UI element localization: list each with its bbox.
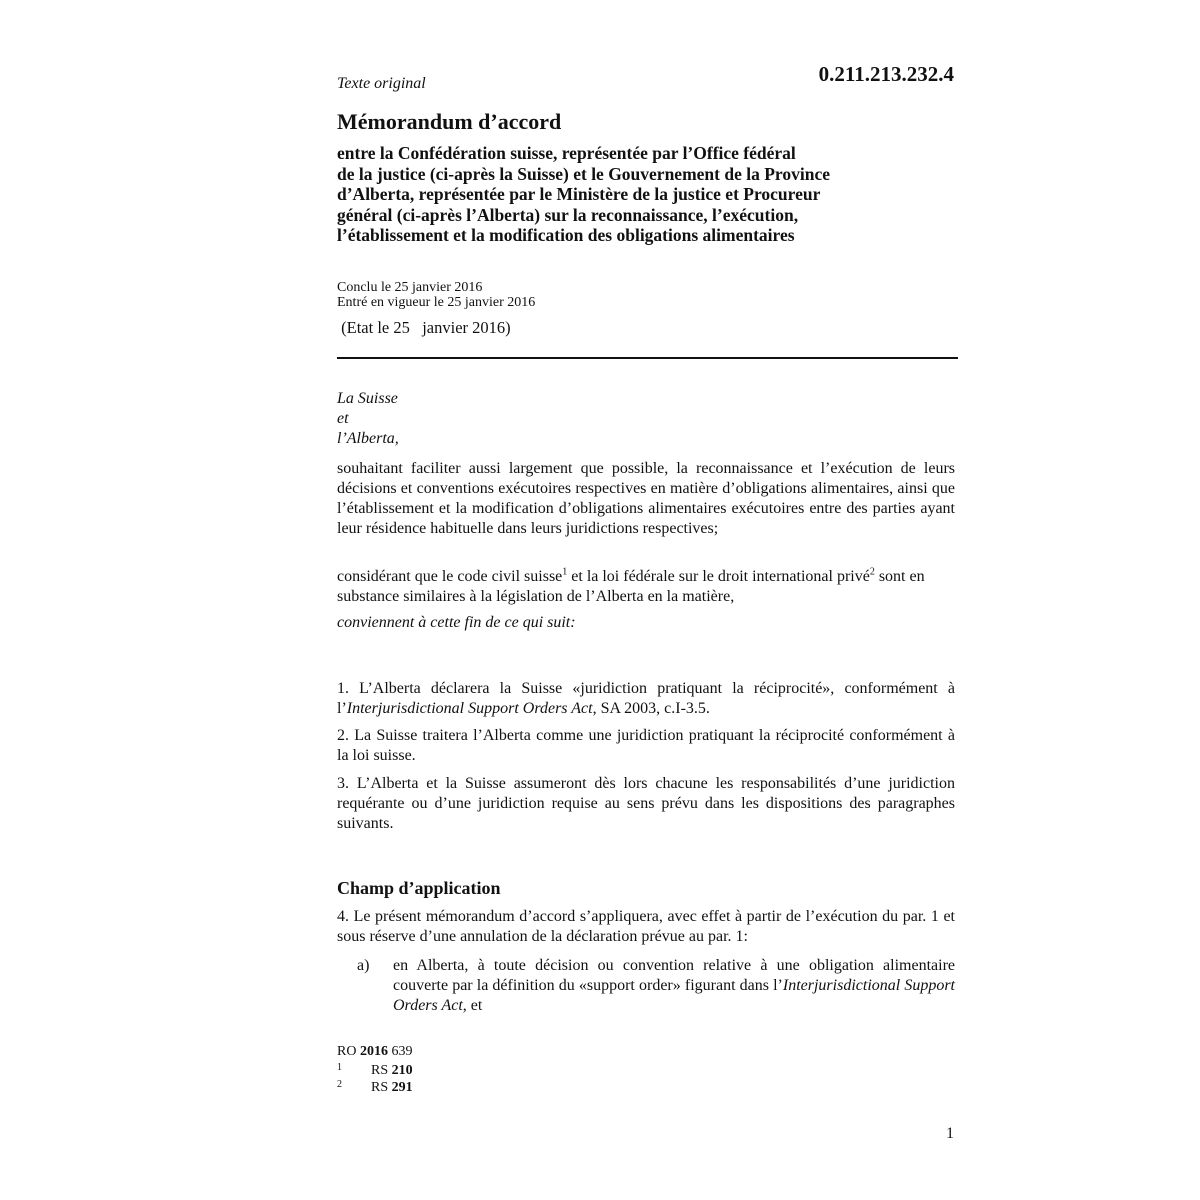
document-title: Mémorandum d’accord — [337, 109, 562, 134]
article-2: 2. La Suisse traitera l’Alberta comme une juridiction pratiquant la réciprocité conformément à la loi suisse. — [337, 727, 955, 764]
parties-block — [337, 389, 955, 449]
page-number: 1 — [946, 1125, 954, 1142]
section-heading: Champ d’application — [337, 878, 501, 898]
status-date: (Etat le 25 janvier 2016) — [337, 318, 511, 337]
preamble-paragraph-3: conviennent à cette fin de ce qui suit: — [337, 614, 576, 631]
ro-year: 2016 — [359, 1044, 388, 1059]
party-line: l’Alberta, — [337, 430, 399, 447]
item-text: , et — [462, 997, 483, 1014]
list-item-text — [393, 956, 955, 1016]
sr-number: 0.211.213.232.4 — [818, 62, 954, 86]
subtitle-line: l’établissement et la modification des obligations alimentaires — [337, 225, 795, 245]
entry-into-force-date: Entré en vigueur le 25 janvier 2016 — [337, 295, 536, 310]
list-item-label: a) — [357, 957, 370, 974]
preamble-paragraph-1: souhaitant faciliter aussi largement que possible, la reconnaissance et l’exécution de leurs décisions et conventions exécutoires respectives en matière d’obligations alimentaires, ainsi que l’établissement et la modification d’obligations alimentaires exécutoires entre des parties ayant leur résidence habituelle dans leurs juridictions respectives; — [337, 460, 955, 537]
item-text: en Alberta, à toute décision ou convention relative à une obligation alimentaire couverte par la définition du «support order» figurant dans l’ — [393, 957, 955, 994]
conclusion-date: Conclu le 25 janvier 2016 — [337, 280, 483, 295]
preamble-text: considérant que le code civil suisse — [337, 568, 563, 585]
dates-block — [337, 280, 955, 310]
article-1 — [337, 679, 955, 719]
subtitle-line: de la justice (ci-après la Suisse) et le Gouvernement de la Province — [337, 163, 830, 184]
footnote-prefix: RS — [371, 1063, 392, 1078]
preamble-paragraph-2 — [337, 567, 955, 607]
preamble-text: sont en substance similaires à la législation de l’Alberta en la matière, — [337, 568, 925, 605]
footnote-number: 2 — [337, 1079, 342, 1090]
footnote-number: 1 — [337, 1062, 342, 1073]
article-3: 3. L’Alberta et la Suisse assumeront dès lors chacune les responsabilités d’une juridiction requérante ou d’une juridiction requise au sens prévu dans les dispositions des paragraphes suivants. — [337, 775, 955, 832]
subtitle-line: d’Alberta, représentée par le Ministère de la justice et Procureur — [337, 184, 821, 204]
document-subtitle — [337, 143, 955, 246]
ro-reference — [337, 1043, 955, 1060]
footnote-ref: 210 — [391, 1063, 413, 1078]
header-divider — [337, 357, 958, 359]
subtitle-line: général (ci-après l’Alberta) sur la reconnaissance, l’exécution, — [337, 204, 799, 225]
article-4: 4. Le présent mémorandum d’accord s’appliquera, avec effet à partir de l’exécution du par. 1 et sous réserve d’une annulation de la déclaration prévue au par. 1: — [337, 908, 955, 945]
article-text: , SA 2003, c.I-3.5. — [592, 700, 710, 717]
texte-original-label: Texte original — [337, 75, 426, 92]
ro-prefix: RO — [337, 1044, 360, 1059]
party-line: La Suisse — [337, 390, 398, 407]
article-text: 1. L’Alberta déclarera la Suisse «juridiction pratiquant la réciprocité», conformément à l’ — [337, 680, 955, 717]
list-item-a — [357, 956, 955, 1016]
preamble-text: et la loi fédérale sur le droit international privé — [567, 568, 870, 585]
ro-page: 639 — [387, 1044, 413, 1059]
footnote-ref-2[interactable]: 2 — [869, 566, 875, 578]
party-line: et — [337, 410, 349, 427]
footnote-ref-1[interactable]: 1 — [562, 566, 568, 578]
footnote-ref: 291 — [391, 1080, 413, 1095]
footnote-prefix: RS — [371, 1080, 392, 1095]
act-title: Interjurisdictional Support Orders Act — [346, 700, 593, 717]
subtitle-line: entre la Confédération suisse, représentée par l’Office fédéral — [337, 143, 796, 163]
act-title: Interjurisdictional Support Orders Act — [393, 977, 955, 1014]
